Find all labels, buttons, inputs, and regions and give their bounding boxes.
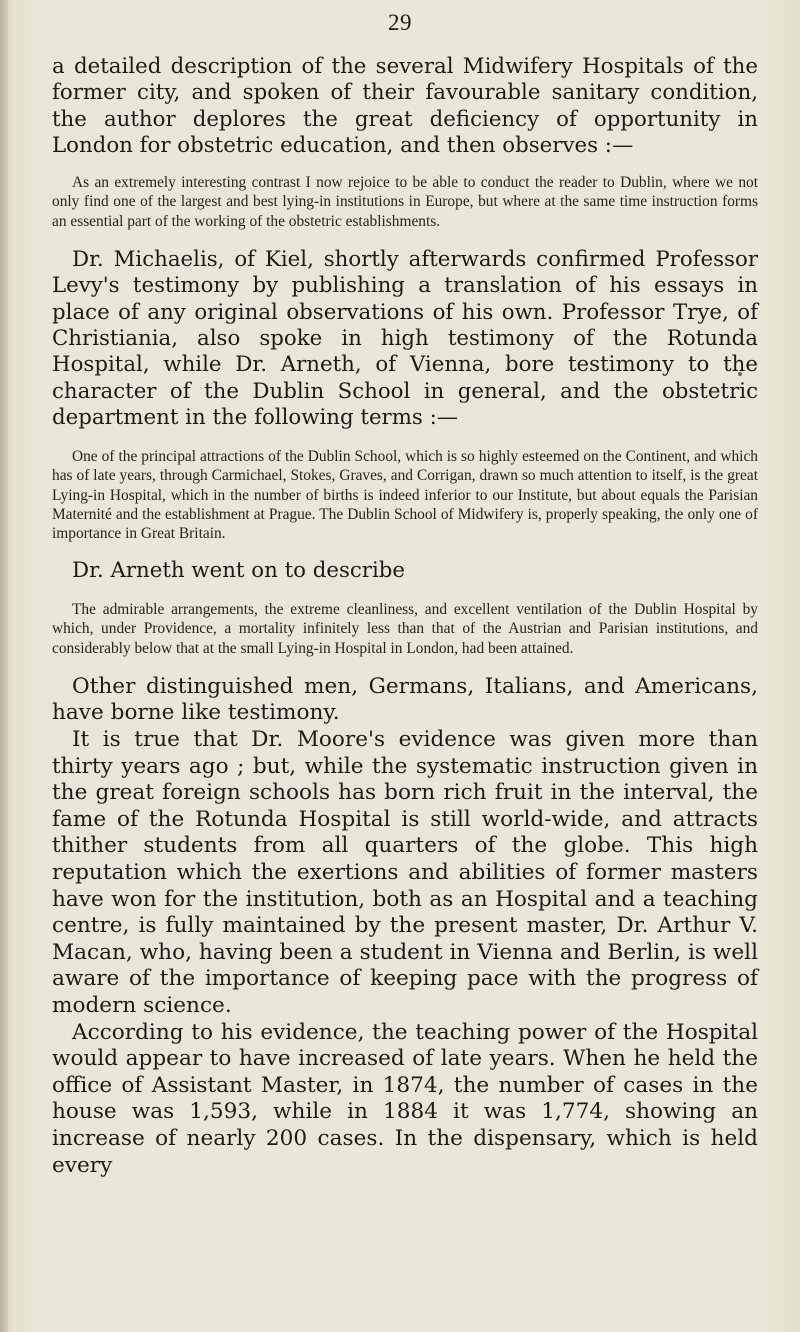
paragraph-arneth-describe: Dr. Arneth went on to describe xyxy=(72,557,406,583)
paragraph-other-testimony: Other distinguished men, Germans, Italians, and Americans, have borne like testimony. xyxy=(52,673,758,726)
paragraph-teaching-power: According to his evidence, the teaching power of the Hospital would appear to have increased of late years. When he held the office of Assistant Master, in 1874, the number of cases in the house was 1,593, while in 1884 it was 1,774, showing an increase of nearly 200 cases. In the dispensary, which is held every xyxy=(52,1019,758,1178)
page-body xyxy=(52,54,758,1179)
paragraph-michaelis: Dr. Michaelis, of Kiel, shortly afterwards confirmed Professor Levy's testimony by publishing a translation of his essays in place of any original observations of his own. Professor Trye, of Christiania, also spoke in high testimony of the Rotunda Hospital, while Dr. Arneth, of Vienna, bore testimony to the character of the Dublin School in general, and the obstetric department in the following terms :— xyxy=(52,247,758,430)
page-number: 29 xyxy=(388,10,412,35)
page-spine-shadow xyxy=(0,0,8,1332)
paragraph-moore-evidence: It is true that Dr. Moore's evidence was given more than thirty years ago ; but, while the systematic instruction given in the great foreign schools has born rich fruit in the interval, the fame of the Rotunda Hospital is still world-wide, and attracts thither students from all quarters of the globe. This high reputation which the exertions and abilities of former masters have won for the institution, both as an Hospital and a teaching centre, is fully maintained by the present master, Dr. Arthur V. Macan, who, having been a student in Vienna and Berlin, is well aware of the importance of keeping pace with the progress of modern science. xyxy=(52,727,758,1018)
quote-arneth-school: One of the principal attractions of the Dublin School, which is so highly esteemed on the Continent, and which has of late years, through Carmichael, Stokes, Graves, and Corrigan, drawn so much attention to itself, is the great Lying-in Hospital, which in the number of births is indeed inferior to our Institute, but about equals the Parisian Maternité and the establishment at Prague. The Dublin School of Midwifery is, properly speaking, the only one of importance in Great Britain. xyxy=(52,448,758,543)
paragraph-continuation: a detailed description of the several Midwifery Hospitals of the former city, and spoken of their favourable sanitary condition, the author deplores the great deficiency of opportunity in London for obstetric education, and then observes :— xyxy=(52,54,758,158)
quote-arneth-arrangements: The admirable arrangements, the extreme cleanliness, and excellent ventilation of the Dublin Hospital by which, under Providence, a mortality infinitely less than that of the Austrian and Parisian institutions, and considerably below that at the small Lying-in Hospital in London, had been attained. xyxy=(52,600,758,657)
quote-levy: As an extremely interesting contrast I now rejoice to be able to conduct the reader to Dublin, where we not only find one of the largest and best lying-in institutions in Europe, but where at the same time instruction forms an essential part of the working of the obstetric establishments. xyxy=(52,174,758,230)
